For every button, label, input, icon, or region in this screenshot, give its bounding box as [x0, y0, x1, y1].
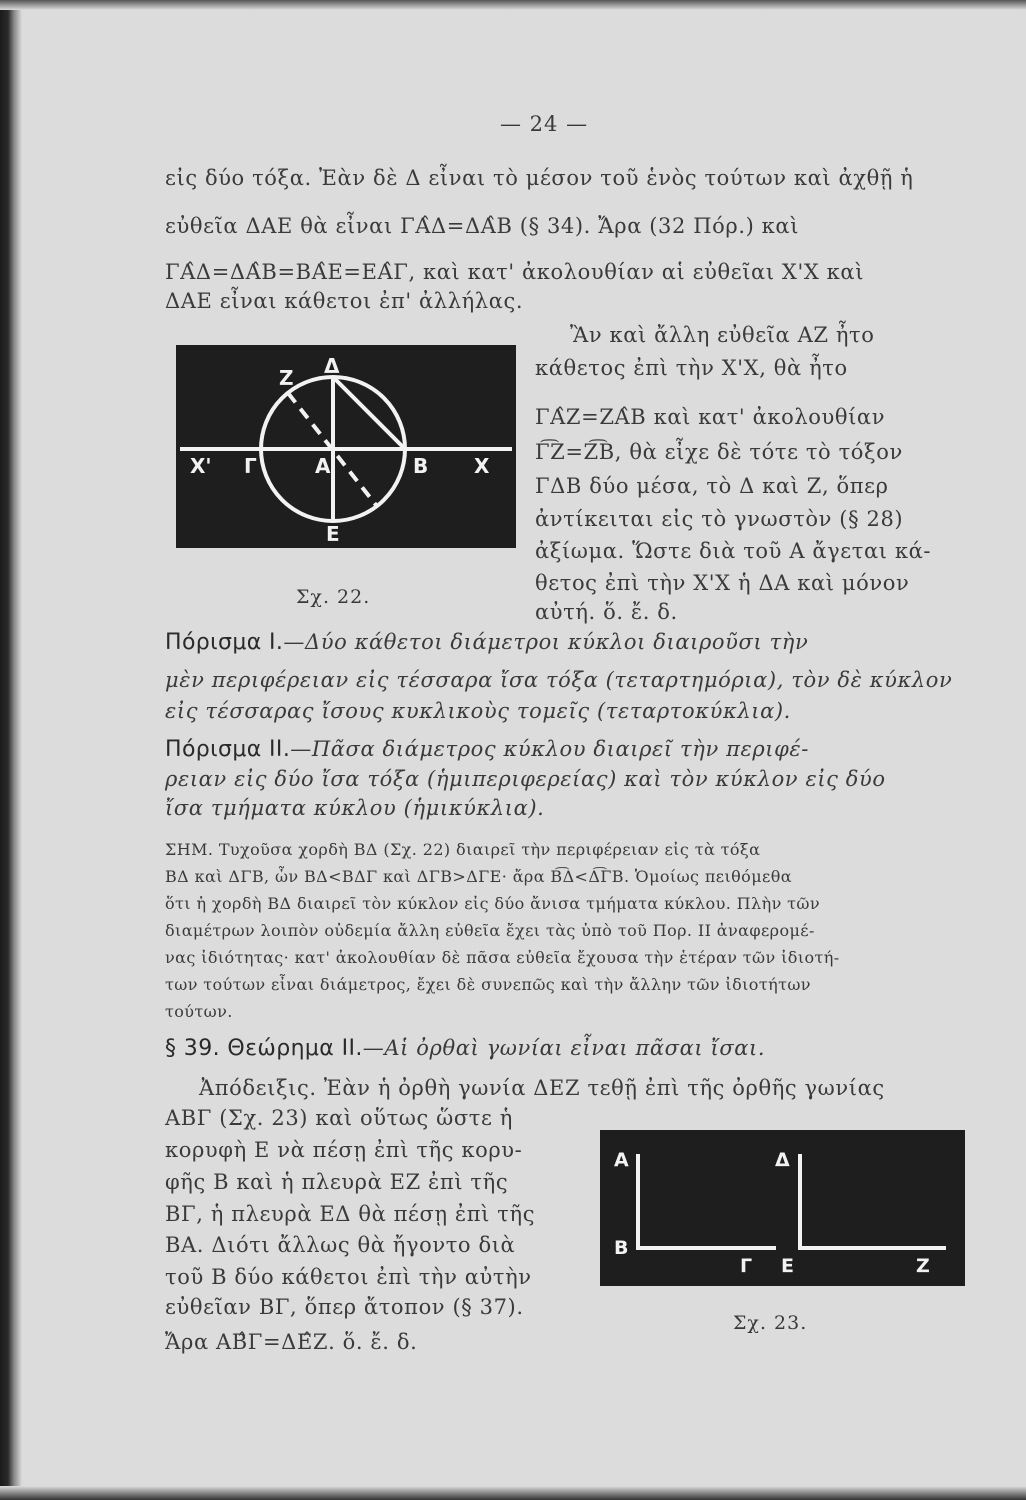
label-xp: Χ' [190, 454, 212, 478]
proof-wrap-line: φῆς Β καὶ ἡ πλευρὰ ΕΖ ἐπὶ τῆς [165, 1170, 509, 1194]
porisma-2-text: —Πᾶσα διάμετρος κύκλου διαιρεῖ τὴν περιφέ- [290, 737, 810, 761]
proof-line: Ἀπόδειξις. Ἐὰν ἡ ὀρθὴ γωνία ΔΕΖ τεθῇ ἐπὶ τῆς ὀρθῆς γωνίας [199, 1076, 885, 1100]
note-line: ὅτι ἡ χορδὴ ΒΔ διαιρεῖ τὸν κύκλον εἰς δύο ἄνισα τμήματα κύκλου. Πλὴν τῶν [165, 894, 821, 913]
text-line: ΔΑΕ εἶναι κάθετοι ἐπ' ἀλλήλας. [165, 289, 524, 313]
label-b: Β [614, 1237, 629, 1259]
page-number: — 24 — [500, 112, 589, 136]
wrap-line: Γ͡Ζ=Ζ͡Β, θὰ εἶχε δὲ τότε τὸ τόξον [535, 440, 903, 464]
label-a: Α [614, 1149, 629, 1171]
theorem-head: § 39. Θεώρημα ΙΙ. [165, 1036, 363, 1061]
angle-abg [638, 1154, 776, 1248]
figure-23-drawing [600, 1130, 965, 1286]
angle-dez [800, 1154, 946, 1248]
figure-23 [600, 1130, 965, 1286]
proof-wrap-line: εὐθεῖαν ΒΓ, ὅπερ ἄτοπον (§ 37). [165, 1295, 524, 1319]
label-z: Ζ [916, 1255, 930, 1277]
wrap-text: Ἂν καὶ ἄλλη εὐθεῖα ΑΖ ἦτο [570, 323, 875, 347]
proof-wrap-line: ΒΑ. Διότι ἄλλως θὰ ἤγοντο διὰ [165, 1233, 516, 1257]
note-line: τούτων. [165, 1002, 233, 1021]
wrap-line: ΓΑ̂Ζ=ΖΑ̂Β καὶ κατ' ἀκολουθίαν [535, 405, 886, 429]
porisma-1-line: εἰς τέσσαρας ἴσους κυκλικοὺς τομεῖς (τεταρτοκύκλια). [165, 699, 791, 723]
text-line: ΓΑ̂Δ=ΔΑ̂Β=ΒΑ̂Ε=ΕΑ̂Γ, καὶ κατ' ἀκολουθίαν αἱ εὐθεῖαι Χ'Χ καὶ [165, 260, 865, 284]
text-line: εἰς δύο τόξα. Ἐὰν δὲ Δ εἶναι τὸ μέσον τοῦ ἑνὸς τούτων καὶ ἀχθῇ ἡ [165, 166, 914, 190]
label-d: Δ [324, 354, 340, 378]
porisma-1-head: Πόρισμα Ι. [165, 630, 284, 655]
label-e: Ε [781, 1255, 794, 1277]
label-g: Γ [244, 454, 257, 478]
wrap-line: ΓΔΒ δύο μέσα, τὸ Δ καὶ Ζ, ὅπερ [535, 474, 889, 498]
page-edge-top [0, 0, 1026, 10]
proof-wrap-line: Ἄρα ΑΒ̂Γ=ΔΕ̂Ζ. ὅ. ἔ. δ. [165, 1330, 418, 1354]
wrap-line: θετος ἐπὶ τὴν Χ'Χ ἡ ΔΑ καὶ μόνον [535, 571, 910, 595]
porisma-1-text: —Δύο κάθετοι διάμετροι κύκλοι διαιροῦσι τὴν [283, 630, 809, 654]
label-z: Ζ [279, 366, 294, 390]
page-edge-bottom [0, 1486, 1026, 1500]
theorem-line [165, 1036, 965, 1062]
label-a: Α [315, 454, 331, 478]
proof-wrap-line: ΒΓ, ἡ πλευρὰ ΕΔ θὰ πέσῃ ἐπὶ τῆς [165, 1202, 536, 1226]
proof-wrap-line: τοῦ Β δύο κάθετοι ἐπὶ τὴν αὐτὴν [165, 1265, 532, 1289]
figure-22-caption: Σχ. 22. [296, 586, 371, 608]
porisma-2-head: Πόρισμα ΙΙ. [165, 737, 291, 762]
wrap-line: κάθετος ἐπὶ τὴν Χ'Χ, θὰ ἦτο [535, 356, 848, 380]
note-line: διαμέτρων λοιπὸν οὐδεμία ἄλλη εὐθεῖα ἔχει τὰς ὑπὸ τοῦ Πορ. ΙΙ ἀναφερομέ- [165, 921, 815, 940]
theorem-text: —Αἱ ὀρθαὶ γωνίαι εἶναι πᾶσαι ἴσαι. [362, 1036, 766, 1060]
note-line: ΒΔ καὶ ΔΓΒ, ὧν ΒΔ<ΒΔΓ καὶ ΔΓΒ>ΔΓΕ· ἄρα Β͡Δ<Δ͡ΓΒ. Ὁμοίως πειθόμεθα [165, 867, 792, 886]
proof-line: ΑΒΓ (Σχ. 23) καὶ οὕτως ὥστε ἡ [165, 1106, 513, 1130]
label-e: Ε [326, 522, 340, 546]
porisma-2-line [165, 737, 965, 763]
porisma-2-line: ρειαν εἰς δύο ἴσα τόξα (ἡμιπεριφερείας) καὶ τὸν κύκλον εἰς δύο [165, 767, 886, 791]
page-edge-left [0, 0, 22, 1500]
label-d: Δ [775, 1149, 790, 1171]
figure-22 [176, 345, 516, 548]
note-line: νας ἰδιότητας· κατ' ἀκολουθίαν δὲ πᾶσα εὐθεῖα ἔχουσα τὴν ἑτέραν τῶν ἰδιοτή- [165, 948, 840, 967]
figure-22-drawing [176, 345, 516, 548]
wrap-line [535, 323, 965, 347]
text-line: εὐθεῖα ΔΑΕ θὰ εἶναι ΓΑ̂Δ=ΔΑ̂Β (§ 34). Ἄρα (32 Πόρ.) καὶ [165, 214, 800, 238]
wrap-line: ἀξίωμα. Ὥστε διὰ τοῦ Α ἄγεται κά- [535, 539, 932, 563]
porisma-1-line: μὲν περιφέρειαν εἰς τέσσαρα ἴσα τόξα (τεταρτημόρια), τὸν δὲ κύκλον [165, 668, 953, 692]
label-b: Β [413, 454, 429, 478]
porisma-2-line: ἴσα τμήματα κύκλου (ἡμικύκλια). [165, 796, 545, 820]
label-g: Γ [740, 1255, 753, 1277]
wrap-line: αὐτή. ὅ. ἔ. δ. [535, 600, 678, 624]
porisma-1-line [165, 630, 965, 656]
figure-23-caption: Σχ. 23. [733, 1312, 808, 1334]
wrap-line: ἀντίκειται εἰς τὸ γνωστὸν (§ 28) [535, 507, 904, 531]
label-x: Χ [474, 454, 490, 478]
note-line: των τούτων εἶναι διάμετρος, ἔχει δὲ συνεπῶς καὶ τὴν ἄλλην τῶν ἰδιοτήτων [165, 975, 811, 994]
note-line: ΣΗΜ. Τυχοῦσα χορδὴ ΒΔ (Σχ. 22) διαιρεῖ τὴν περιφέρειαν εἰς τὰ τόξα [165, 840, 761, 859]
proof-wrap-line: κορυφὴ Ε νὰ πέσῃ ἐπὶ τῆς κορυ- [165, 1138, 523, 1162]
